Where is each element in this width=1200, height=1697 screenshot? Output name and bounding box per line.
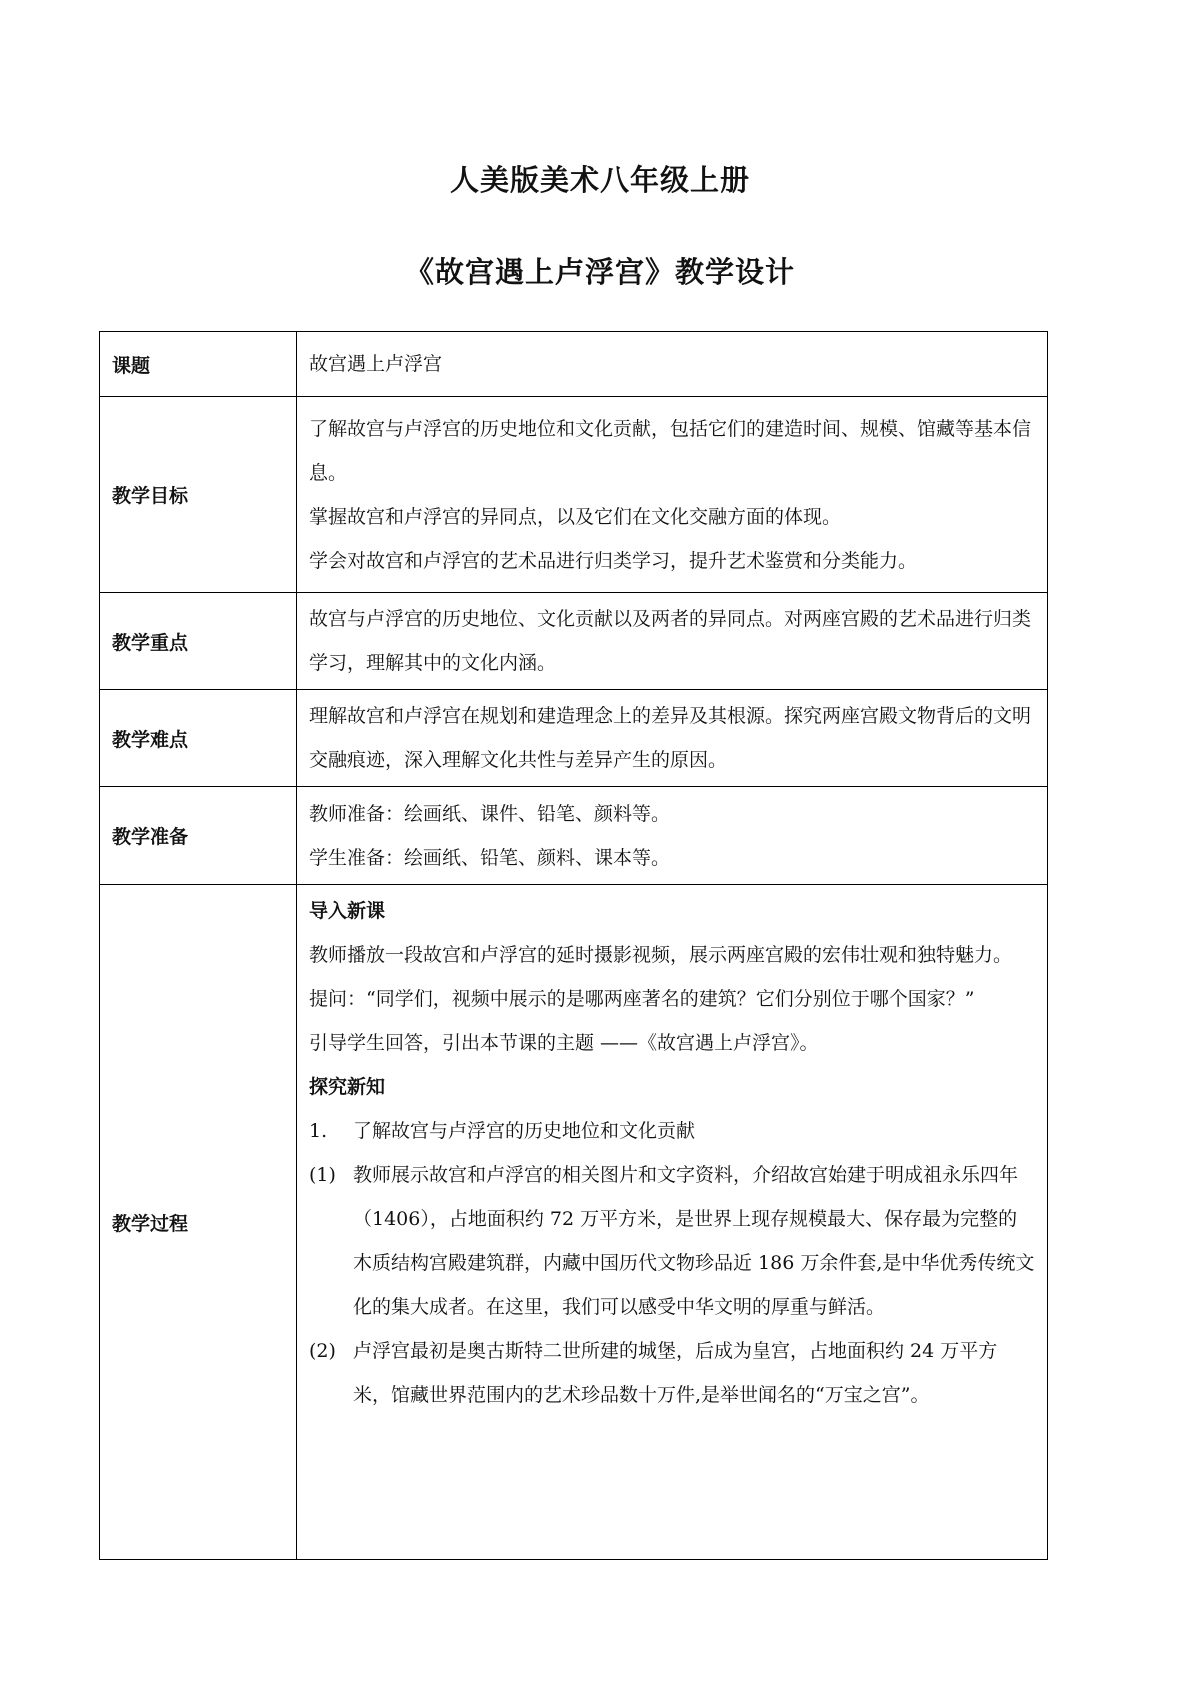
table-row-objectives: [100, 397, 1048, 593]
numbered-item: [309, 1109, 1035, 1153]
preparation-item: 学生准备：绘画纸、铅笔、颜料、课本等。: [309, 846, 671, 869]
key-points-content: 故宫与卢浮宫的历史地位、文化贡献以及两者的异同点。对两座宫殿的艺术品进行归类学习，理解其中的文化内涵。: [297, 593, 1048, 690]
sub-item-text: 卢浮宫最初是奥古斯特二世所建的城堡，后成为皇宫，占地面积约 24 万平方米，馆藏世界范围内的艺术珍品数十万件,是举世闻名的“万宝之宫”。: [353, 1340, 998, 1406]
table-row-preparation: [100, 787, 1048, 885]
preparation-item: 教师准备：绘画纸、课件、铅笔、颜料等。: [309, 802, 671, 825]
objective-item: 掌握故宫和卢浮宫的异同点，以及它们在文化交融方面的体现。: [309, 505, 842, 528]
process-paragraph: 引导学生回答，引出本节课的主题 ——《故宫遇上卢浮宫》。: [309, 1032, 819, 1054]
objectives-content: [297, 397, 1048, 593]
objective-item: 了解故宫与卢浮宫的历史地位和文化贡献，包括它们的建造时间、规模、馆藏等基本信息。: [309, 417, 1032, 484]
sub-item-number: (1): [309, 1164, 336, 1186]
row-label-preparation: 教学准备: [100, 787, 297, 885]
section-heading-explore: 探究新知: [309, 1076, 386, 1098]
sub-item: [309, 1329, 1035, 1417]
row-label-difficulties: 教学难点: [100, 690, 297, 787]
process-content: [297, 885, 1048, 1560]
table-row-topic: [100, 332, 1048, 397]
document-title: 人美版美术八年级上册: [449, 163, 750, 197]
table-row-key-points: [100, 593, 1048, 690]
table-row-process: [100, 885, 1048, 1560]
item-number: 1.: [309, 1120, 328, 1142]
process-paragraph: 提问：“同学们，视频中展示的是哪两座著名的建筑？它们分别位于哪个国家？”: [309, 988, 975, 1010]
item-text: 了解故宫与卢浮宫的历史地位和文化贡献: [353, 1120, 696, 1142]
table-row-difficulties: [100, 690, 1048, 787]
sub-item: [309, 1153, 1035, 1329]
sub-item-text: 教师展示故宫和卢浮宫的相关图片和文字资料，介绍故宫始建于明成祖永乐四年（1406），占地面积约 72 万平方米，是世界上现存规模最大、保存最为完整的木质结构宫殿建筑群，内藏中国历代文物珍品近 186 万余件套,是中华优秀传统文化的集大成者。在这里，我们可以感受中华文明的厚重与鲜活。: [353, 1164, 1035, 1318]
row-label-process: 教学过程: [100, 885, 297, 1560]
preparation-content: [297, 787, 1048, 885]
row-label-objectives: 教学目标: [100, 397, 297, 593]
sub-item-number: (2): [309, 1340, 336, 1362]
section-heading-intro: 导入新课: [309, 900, 386, 922]
lesson-plan-table: [99, 331, 1048, 1560]
document-subtitle: 《故宫遇上卢浮宫》教学设计: [404, 255, 795, 289]
process-paragraph: 教师播放一段故宫和卢浮宫的延时摄影视频，展示两座宫殿的宏伟壮观和独特魅力。: [309, 944, 1013, 966]
row-label-topic: 课题: [100, 332, 297, 397]
difficulties-content: 理解故宫和卢浮宫在规划和建造理念上的差异及其根源。探究两座宫殿文物背后的文明交融痕迹，深入理解文化共性与差异产生的原因。: [297, 690, 1048, 787]
topic-value: 故宫遇上卢浮宫: [297, 332, 1048, 397]
objective-item: 学会对故宫和卢浮宫的艺术品进行归类学习，提升艺术鉴赏和分类能力。: [309, 549, 918, 572]
row-label-key-points: 教学重点: [100, 593, 297, 690]
